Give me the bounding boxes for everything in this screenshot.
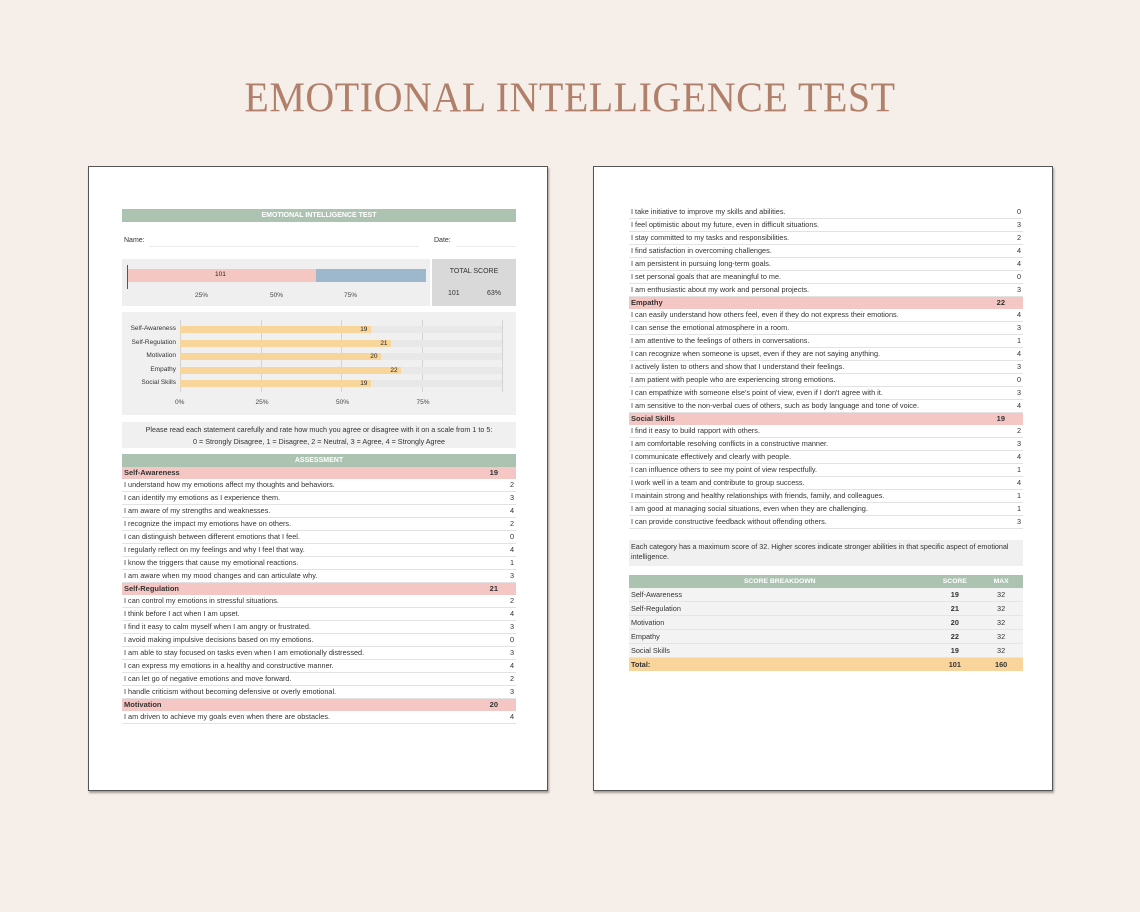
breakdown-category: Self-Regulation: [629, 602, 930, 616]
breakdown-score: 19: [930, 644, 979, 658]
assessment-row: [629, 271, 1023, 284]
assessment-row: [629, 477, 1023, 490]
assessment-banner: ASSESSMENT: [122, 454, 516, 467]
assessment-row: [629, 503, 1023, 516]
statement-score[interactable]: 3: [509, 687, 514, 696]
category-tick: 50%: [336, 399, 350, 406]
breakdown-score: 22: [930, 630, 979, 644]
statement-score[interactable]: 1: [1016, 336, 1021, 345]
statement-text: I am driven to achieve my goals even when there are obstacles.: [124, 712, 331, 721]
breakdown-category: Empathy: [629, 630, 930, 644]
statement-text: I can easily understand how others feel, even if they do not express their emotions.: [631, 310, 899, 319]
max-score-note: Each category has a maximum score of 32. Higher scores indicate stronger abilities in that specific aspect of emotional intelligence.: [629, 540, 1023, 566]
statement-score[interactable]: 3: [509, 648, 514, 657]
statement-text: I am enthusiastic about my work and personal projects.: [631, 285, 810, 294]
statement-score[interactable]: 4: [1016, 401, 1021, 410]
statement-text: I can identify my emotions as I experience them.: [124, 493, 281, 502]
assessment-row: [629, 322, 1023, 335]
tick-75: 75%: [344, 292, 358, 299]
statement-score[interactable]: 1: [509, 558, 514, 567]
category-tick: 0%: [175, 399, 185, 406]
breakdown-row: [629, 588, 1023, 602]
category-bar: [180, 340, 391, 347]
assessment-row: [122, 505, 516, 518]
breakdown-score-header: SCORE: [930, 575, 979, 588]
statement-text: I avoid making impulsive decisions based on my emotions.: [124, 635, 314, 644]
breakdown-category: Motivation: [629, 616, 930, 630]
total-remaining-bar: [316, 269, 426, 282]
category-label: Self-Regulation: [131, 338, 176, 346]
category-chart: [122, 312, 516, 415]
breakdown-score: 19: [930, 588, 979, 602]
assessment-row: [122, 595, 516, 608]
assessment-row: [122, 492, 516, 505]
assessment-row: [122, 570, 516, 583]
statement-text: I can influence others to see my point of view respectfully.: [631, 465, 818, 474]
page-2: [593, 166, 1053, 791]
score-breakdown: [629, 575, 1023, 671]
statement-score[interactable]: 0: [509, 635, 514, 644]
statement-text: I can let go of negative emotions and move forward.: [124, 674, 292, 683]
category-tick: 75%: [416, 399, 430, 406]
category-label: Self-Awareness: [130, 325, 176, 332]
assessment-row: [629, 387, 1023, 400]
statement-text: I set personal goals that are meaningful to me.: [631, 272, 782, 281]
category-bar: [180, 326, 371, 333]
assessment-row: [122, 634, 516, 647]
section-header-motivation: [122, 699, 516, 711]
statement-score[interactable]: 3: [1016, 220, 1021, 229]
date-field[interactable]: [456, 246, 516, 247]
statement-score[interactable]: 3: [509, 622, 514, 631]
section-score: 21: [489, 584, 498, 593]
statement-score[interactable]: 3: [509, 493, 514, 502]
statement-score[interactable]: 4: [509, 712, 514, 721]
breakdown-category: Social Skills: [629, 644, 930, 658]
statement-text: I feel optimistic about my future, even in difficult situations.: [631, 220, 820, 229]
statement-score[interactable]: 3: [1016, 517, 1021, 526]
statement-text: I am able to stay focused on tasks even when I am emotionally distressed.: [124, 648, 365, 657]
assessment-row: [629, 464, 1023, 477]
assessment-row: [629, 361, 1023, 374]
statement-text: I find it easy to calm myself when I am angry or frustrated.: [124, 622, 311, 631]
statement-score[interactable]: 2: [1016, 426, 1021, 435]
breakdown-score: 20: [930, 616, 979, 630]
section-name: Motivation: [124, 700, 162, 709]
assessment-row: [629, 206, 1023, 219]
statement-score[interactable]: 0: [1016, 272, 1021, 281]
statement-text: I am persistent in pursuing long-term goals.: [631, 259, 771, 268]
category-bar-value: 19: [360, 326, 368, 333]
statement-score[interactable]: 4: [509, 506, 514, 515]
statement-score[interactable]: 0: [509, 532, 514, 541]
statement-text: I maintain strong and healthy relationships with friends, family, and colleagues.: [631, 491, 885, 500]
total-score-value: 101: [448, 290, 460, 297]
statement-score[interactable]: 1: [1016, 491, 1021, 500]
statement-score[interactable]: 0: [1016, 375, 1021, 384]
section-name: Self-Awareness: [124, 468, 180, 477]
assessment-section: [122, 454, 516, 724]
statement-score[interactable]: 4: [1016, 452, 1021, 461]
statement-score[interactable]: 4: [1016, 349, 1021, 358]
assessment-row: [122, 647, 516, 660]
breakdown-header: [629, 575, 1023, 588]
category-label: Motivation: [146, 352, 176, 359]
breakdown-max-header: MAX: [979, 575, 1023, 588]
statement-text: I can empathize with someone else's point of view, even if I don't agree with it.: [631, 388, 883, 397]
statement-score[interactable]: 3: [1016, 323, 1021, 332]
assessment-row: [629, 284, 1023, 297]
statement-text: I can distinguish between different emotions that I feel.: [124, 532, 300, 541]
statement-text: I am aware of my strengths and weaknesses.: [124, 506, 271, 515]
breakdown-total-row: [629, 658, 1023, 672]
statement-text: I am aware when my mood changes and can articulate why.: [124, 571, 318, 580]
statement-text: I work well in a team and contribute to group success.: [631, 478, 805, 487]
section-header-empathy: [629, 297, 1023, 309]
breakdown-category: Self-Awareness: [629, 588, 930, 602]
breakdown-row: [629, 602, 1023, 616]
assessment-list-page-2: [629, 206, 1023, 529]
test-banner: EMOTIONAL INTELLIGENCE TEST: [122, 209, 516, 222]
statement-text: I can recognize when someone is upset, even if they are not saying anything.: [631, 349, 881, 358]
statement-score[interactable]: 0: [1016, 207, 1021, 216]
statement-text: I communicate effectively and clearly with people.: [631, 452, 792, 461]
statement-score[interactable]: 2: [509, 480, 514, 489]
breakdown-max: 32: [979, 588, 1023, 602]
statement-score[interactable]: 3: [509, 571, 514, 580]
section-name: Empathy: [631, 298, 663, 307]
name-field[interactable]: [149, 246, 419, 247]
assessment-row: [629, 490, 1023, 503]
assessment-row: [629, 232, 1023, 245]
section-score: 20: [489, 700, 498, 709]
section-score: 19: [996, 414, 1005, 423]
breakdown-max: 32: [979, 616, 1023, 630]
statement-score[interactable]: 1: [1016, 465, 1021, 474]
statement-text: I handle criticism without becoming defensive or overly emotional.: [124, 687, 337, 696]
statement-text: I can express my emotions in a healthy and constructive manner.: [124, 661, 334, 670]
total-score-box: [432, 259, 516, 306]
assessment-list-page-1: [122, 467, 516, 724]
statement-text: I recognize the impact my emotions have on others.: [124, 519, 292, 528]
section-score: 19: [489, 468, 498, 477]
breakdown-max: 32: [979, 630, 1023, 644]
statement-text: I regularly reflect on my feelings and why I feel that way.: [124, 545, 305, 554]
statement-score[interactable]: 4: [1016, 259, 1021, 268]
statement-text: I know the triggers that cause my emotional reactions.: [124, 558, 299, 567]
assessment-row: [629, 258, 1023, 271]
page-title: EMOTIONAL INTELLIGENCE TEST: [244, 73, 896, 122]
statement-text: I find it easy to build rapport with others.: [631, 426, 760, 435]
section-header-social-skills: [629, 413, 1023, 425]
assessment-row: [122, 673, 516, 686]
assessment-row: [122, 479, 516, 492]
statement-score[interactable]: 2: [1016, 233, 1021, 242]
category-label: Social Skills: [141, 379, 176, 386]
assessment-row: [122, 518, 516, 531]
statement-text: I am comfortable resolving conflicts in a constructive manner.: [631, 439, 829, 448]
statement-text: I can provide constructive feedback without offending others.: [631, 517, 827, 526]
statement-text: I can control my emotions in stressful situations.: [124, 596, 279, 605]
statement-score[interactable]: 2: [509, 596, 514, 605]
assessment-row: [629, 516, 1023, 529]
grid-line: [502, 320, 503, 392]
statement-score[interactable]: 3: [1016, 439, 1021, 448]
statement-text: I am attentive to the feelings of others in conversations.: [631, 336, 810, 345]
assessment-row: [629, 425, 1023, 438]
category-bar-value: 20: [370, 353, 378, 360]
statement-score[interactable]: 2: [509, 519, 514, 528]
assessment-row: [122, 711, 516, 724]
assessment-row: [629, 245, 1023, 258]
category-label: Empathy: [150, 365, 176, 373]
assessment-row: [629, 335, 1023, 348]
section-name: Self-Regulation: [124, 584, 180, 593]
section-header-self-awareness: [122, 467, 516, 479]
statement-score[interactable]: 4: [509, 545, 514, 554]
category-tick: 25%: [255, 399, 269, 406]
statement-text: I actively listen to others and show that I understand their feelings.: [631, 362, 845, 371]
total-label: Total:: [629, 658, 930, 672]
category-bar: [180, 367, 401, 374]
statement-score[interactable]: 2: [509, 674, 514, 683]
assessment-row: [122, 660, 516, 673]
breakdown-max: 32: [979, 644, 1023, 658]
statement-score[interactable]: 4: [509, 609, 514, 618]
category-bar-value: 22: [390, 366, 398, 374]
category-bar: [180, 380, 371, 387]
statement-score[interactable]: 4: [1016, 478, 1021, 487]
assessment-row: [122, 531, 516, 544]
assessment-row: [629, 348, 1023, 361]
total-max: 160: [979, 658, 1023, 672]
statement-score[interactable]: 3: [1016, 285, 1021, 294]
statement-text: I find satisfaction in overcoming challenges.: [631, 246, 772, 255]
breakdown-max: 32: [979, 602, 1023, 616]
assessment-row: [629, 451, 1023, 464]
assessment-row: [629, 400, 1023, 413]
breakdown-title: SCORE BREAKDOWN: [629, 575, 930, 588]
total-score: 101: [930, 658, 979, 672]
statement-score[interactable]: 3: [1016, 362, 1021, 371]
statement-text: I am patient with people who are experiencing strong emotions.: [631, 375, 836, 384]
breakdown-row: [629, 644, 1023, 658]
breakdown-score: 21: [930, 602, 979, 616]
statement-score[interactable]: 3: [1016, 388, 1021, 397]
category-bar-value: 21: [380, 339, 388, 347]
page-1: [88, 166, 548, 791]
assessment-row: [122, 621, 516, 634]
instructions-line-2: 0 = Strongly Disagree, 1 = Disagree, 2 = Neutral, 3 = Agree, 4 = Strongly Agree: [193, 437, 445, 446]
statement-text: I stay committed to my tasks and responsibilities.: [631, 233, 790, 242]
assessment-row: [629, 438, 1023, 451]
statement-text: I think before I act when I am upset.: [124, 609, 240, 618]
assessment-row: [122, 608, 516, 621]
statement-text: I take initiative to improve my skills and abilities.: [631, 207, 786, 216]
total-bar-value: 101: [215, 271, 226, 278]
breakdown-row: [629, 630, 1023, 644]
section-header-self-regulation: [122, 583, 516, 595]
assessment-row: [629, 374, 1023, 387]
statement-text: I understand how my emotions affect my thoughts and behaviors.: [124, 480, 335, 489]
section-name: Social Skills: [631, 414, 675, 423]
instructions-line-1: Please read each statement carefully and rate how much you agree or disagree with it on a scale from 1 to 5:: [145, 425, 493, 434]
assessment-row: [122, 686, 516, 699]
statement-score[interactable]: 1: [1016, 504, 1021, 513]
statement-text: I can sense the emotional atmosphere in a room.: [631, 323, 790, 332]
assessment-row: [122, 544, 516, 557]
score-breakdown-table: [629, 575, 1023, 671]
tick-50: 50%: [270, 292, 284, 299]
assessment-row: [629, 309, 1023, 322]
assessment-row: [122, 557, 516, 570]
assessment-row: [629, 219, 1023, 232]
breakdown-row: [629, 616, 1023, 630]
statement-text: I am sensitive to the non-verbal cues of others, such as body language and tone of voice.: [631, 401, 919, 410]
name-label: Name:: [124, 237, 145, 244]
total-score-percent: 63%: [487, 290, 502, 297]
section-score: 22: [996, 298, 1005, 307]
statement-score[interactable]: 4: [1016, 246, 1021, 255]
date-label: Date:: [434, 237, 451, 244]
statement-score[interactable]: 4: [509, 661, 514, 670]
statement-score[interactable]: 4: [1016, 310, 1021, 319]
tick-25: 25%: [195, 292, 209, 299]
instructions-box: [122, 422, 516, 448]
category-bar-value: 19: [360, 380, 368, 387]
statement-text: I am good at managing social situations, even when they are challenging.: [631, 504, 868, 513]
category-bar: [180, 353, 381, 360]
total-score-title: TOTAL SCORE: [449, 268, 499, 275]
total-score-chart: [122, 259, 430, 306]
